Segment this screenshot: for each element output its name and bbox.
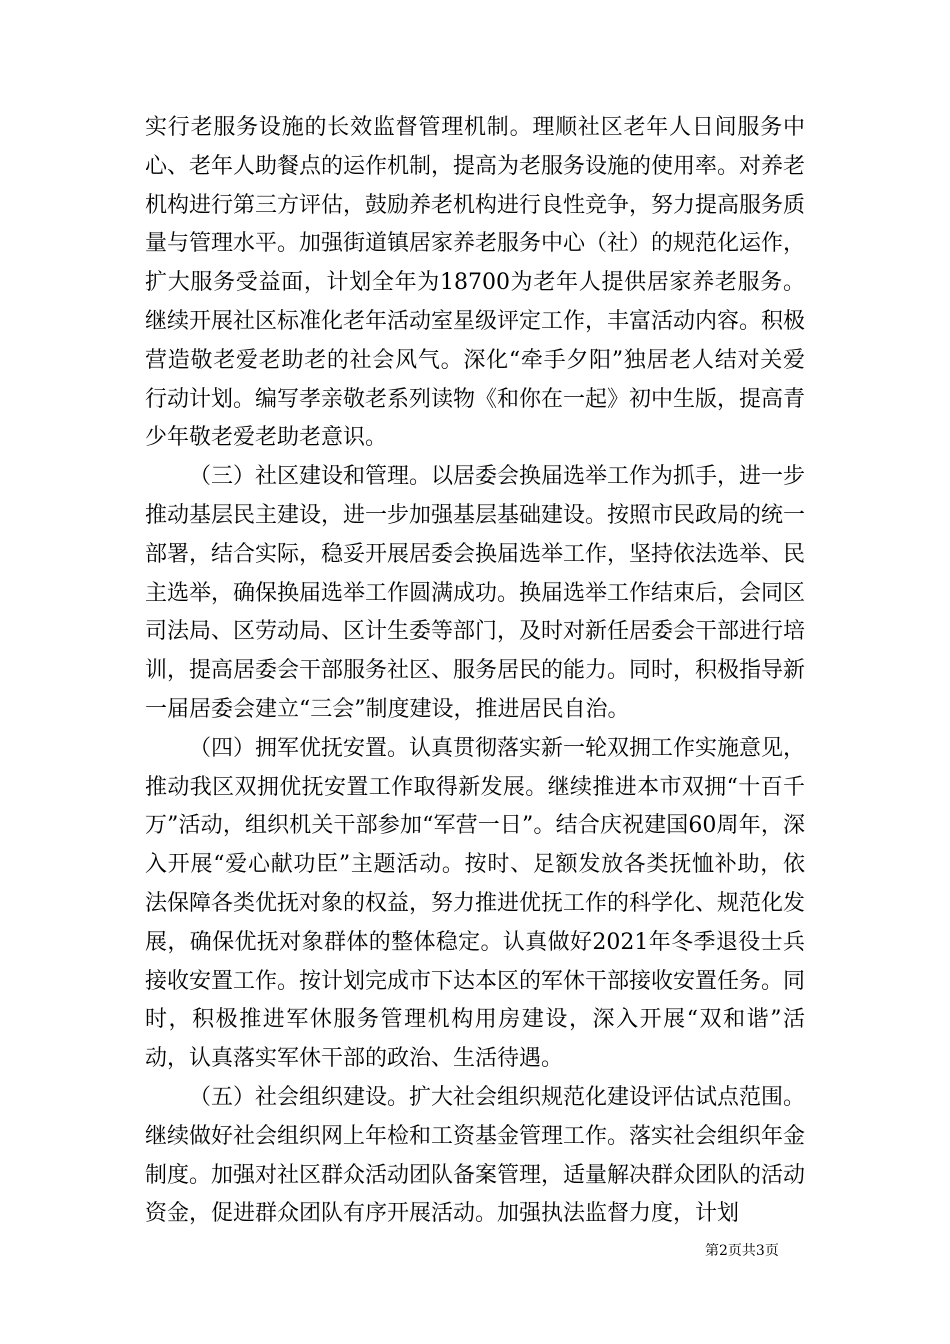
- paragraph-social-organization: （五）社会组织建设。扩大社会组织规范化建设评估试点范围。继续做好社会组织网上年检和工资基金管理工作。落实社会组织年金制度。加强对社区群众活动团队备案管理，适量解决群众团队的活动资金，促进群众团队有序开展活动。加强执法监督力度，计划: [145, 1084, 806, 1227]
- page-footer: 第2页共3页: [705, 1243, 779, 1259]
- paragraph-military-support: （四）拥军优抚安置。认真贯彻落实新一轮双拥工作实施意见，推动我区双拥优抚安置工作取得新发展。继续推进本市双拥“十百千万”活动，组织机关干部参加“军营一日”。结合庆祝建国60周年，深入开展“爱心献功臣”主题活动。按时、足额发放各类抚恤补助，依法保障各类优抚对象的权益，努力推进优抚工作的科学化、规范化发展，确保优抚对象群体的整体稳定。认真做好2021年冬季退役士兵接收安置工作。按计划完成市下达本区的军休干部接收安置任务。同时，积极推进军休服务管理机构用房建设，深入开展“双和谐”活动，认真落实军休干部的政治、生活待遇。: [145, 735, 806, 1072]
- paragraph-continued: 实行老服务设施的长效监督管理机制。理顺社区老年人日间服务中心、老年人助餐点的运作机制，提高为老服务设施的使用率。对养老机构进行第三方评估，鼓励养老机构进行良性竞争，努力提高服务质量与管理水平。加强街道镇居家养老服务中心（社）的规范化运作，扩大服务受益面，计划全年为18700为老年人提供居家养老服务。继续开展社区标准化老年活动室星级评定工作，丰富活动内容。积极营造敬老爱老助老的社会风气。深化“牵手夕阳”独居老人结对关爱行动计划。编写孝亲敬老系列读物《和你在一起》初中生版，提高青少年敬老爱老助老意识。: [145, 115, 806, 451]
- paragraph-community-building: （三）社区建设和管理。以居委会换届选举工作为抓手，进一步推动基层民主建设，进一步加强基层基础建设。按照市民政局的统一部署，结合实际，稳妥开展居委会换届选举工作，坚持依法选举、民主选举，确保换届选举工作圆满成功。换届选举工作结束后，会同区司法局、区劳动局、区计生委等部门，及时对新任居委会干部进行培训，提高居委会干部服务社区、服务居民的能力。同时，积极指导新一届居委会建立“三会”制度建设，推进居民自治。: [145, 464, 806, 722]
- document-body: [145, 109, 805, 1234]
